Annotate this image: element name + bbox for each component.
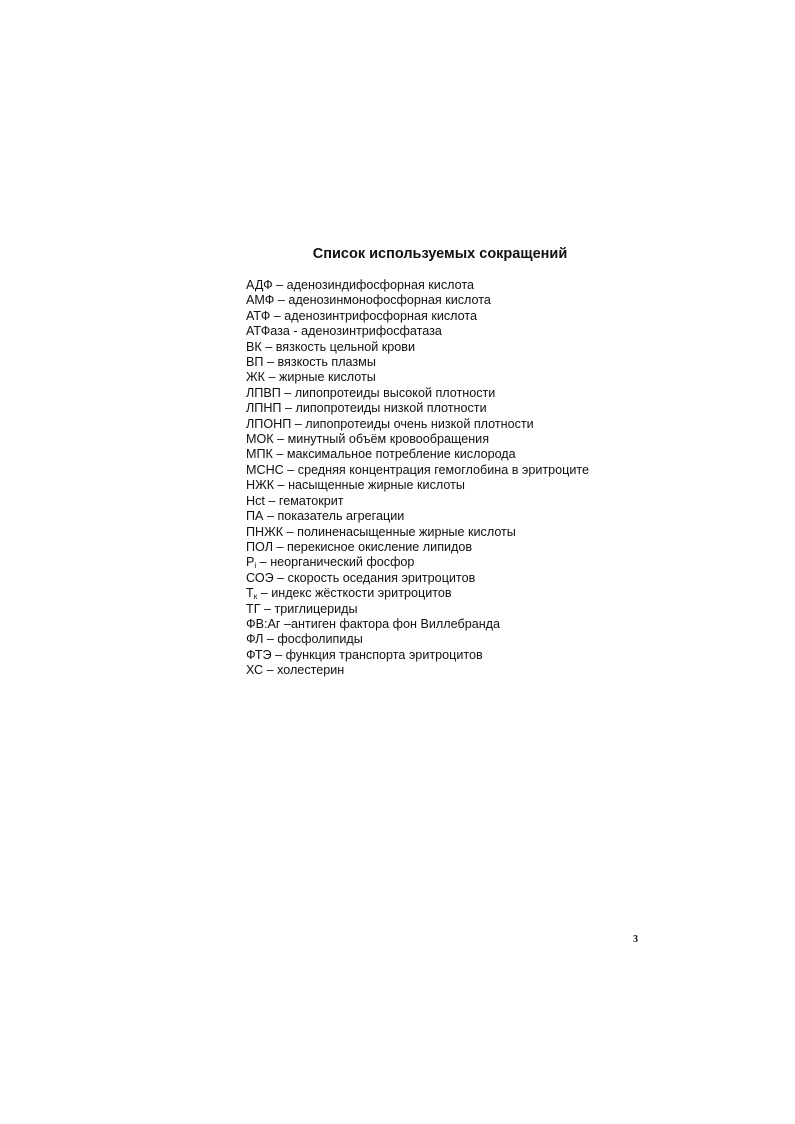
abbreviation: НЖК xyxy=(246,478,275,493)
abbreviation: ТГ xyxy=(246,601,261,616)
abbreviation-definition: – скорость оседания эритроцитов xyxy=(273,570,476,585)
abbreviation-item xyxy=(246,663,589,678)
abbreviation-item xyxy=(246,370,589,385)
abbreviation: ЛПВП xyxy=(246,385,281,400)
abbreviation: ЛПОНП xyxy=(246,416,292,431)
abbreviation-item xyxy=(246,494,589,509)
abbreviation-definition: – гематокрит xyxy=(264,493,344,508)
abbreviation-definition: – вязкость плазмы xyxy=(263,355,376,370)
abbreviation-definition: – функция транспорта эритроцитов xyxy=(271,647,483,662)
abbreviation-subscript: к xyxy=(253,592,258,602)
abbreviation-definition: – липопротеиды высокой плотности xyxy=(280,385,496,400)
abbreviation-definition: – средняя концентрация гемоглобина в эритроците xyxy=(283,462,590,477)
abbreviation: ФТЭ xyxy=(246,647,272,662)
abbreviation-item xyxy=(246,278,589,293)
page-number: 3 xyxy=(633,934,638,945)
abbreviation: АТФ xyxy=(246,308,271,323)
abbreviation-definition: – минутный объём кровообращения xyxy=(273,432,490,447)
abbreviation-item xyxy=(246,602,589,617)
abbreviation-definition: – холестерин xyxy=(263,663,345,678)
abbreviation-item xyxy=(246,447,589,462)
abbreviation-definition: – перекисное окисление липидов xyxy=(272,539,473,554)
abbreviation-definition: – липопротеиды очень низкой плотности xyxy=(291,416,534,431)
abbreviation-item xyxy=(246,478,589,493)
abbreviation-item xyxy=(246,432,589,447)
abbreviation: ХС xyxy=(246,663,264,678)
abbreviation-definition: – индекс жёсткости эритроцитов xyxy=(257,586,452,601)
abbreviation-item xyxy=(246,293,589,308)
abbreviation-definition: – неорганический фосфор xyxy=(256,555,415,570)
abbreviation-definition: – липопротеиды низкой плотности xyxy=(281,401,487,416)
abbreviation-definition: – фосфолипиды xyxy=(263,632,363,647)
abbreviation-item xyxy=(246,324,589,339)
abbreviation-item xyxy=(246,632,589,647)
abbreviation-definition: – аденозинмонофосфорная кислота xyxy=(274,293,491,308)
abbreviation: МПК xyxy=(246,447,273,462)
abbreviation-item xyxy=(246,555,589,570)
abbreviation: Т xyxy=(246,586,254,601)
abbreviation-definition: – жирные кислоты xyxy=(264,370,376,385)
page-title: Список используемых сокращений xyxy=(312,246,568,262)
abbreviation-item xyxy=(246,340,589,355)
abbreviation-item xyxy=(246,540,589,555)
abbreviation: ВП xyxy=(246,355,264,370)
abbreviation-definition: – полиненасыщенные жирные кислоты xyxy=(283,524,516,539)
abbreviation-list xyxy=(246,278,589,679)
abbreviation-item xyxy=(246,525,589,540)
abbreviation-definition: –антиген фактора фон Виллебранда xyxy=(280,616,501,631)
abbreviation: МОК xyxy=(246,432,274,447)
abbreviation: СОЭ xyxy=(246,570,274,585)
abbreviation-definition: – максимальное потребление кислорода xyxy=(272,447,516,462)
abbreviation: ЛПНП xyxy=(246,401,282,416)
abbreviation: Hct xyxy=(246,493,265,508)
abbreviation: ПОЛ xyxy=(246,539,273,554)
abbreviation-definition: – насыщенные жирные кислоты xyxy=(274,478,465,493)
abbreviation: ВК xyxy=(246,339,262,354)
abbreviation-item xyxy=(246,509,589,524)
abbreviation: АМФ xyxy=(246,293,275,308)
abbreviation: ФВ:Аг xyxy=(246,616,281,631)
abbreviation-item xyxy=(246,571,589,586)
abbreviation-definition: – аденозиндифосфорная кислота xyxy=(272,278,474,292)
abbreviation-subscript: i xyxy=(254,561,257,571)
abbreviation-definition: - аденозинтрифосфатаза xyxy=(289,324,442,339)
abbreviation-item xyxy=(246,463,589,478)
abbreviation: ПНЖК xyxy=(246,524,284,539)
abbreviation-item xyxy=(246,417,589,432)
abbreviation-item xyxy=(246,309,589,324)
abbreviation-item xyxy=(246,617,589,632)
abbreviation-item xyxy=(246,386,589,401)
abbreviation-definition: – показатель агрегации xyxy=(263,509,405,524)
abbreviation: ЖК xyxy=(246,370,265,385)
abbreviation-item xyxy=(246,401,589,416)
abbreviation: МСНС xyxy=(246,462,284,477)
abbreviation: P xyxy=(246,555,255,570)
abbreviation-definition: – аденозинтрифосфорная кислота xyxy=(270,308,478,323)
abbreviation-item xyxy=(246,648,589,663)
abbreviation: АТФаза xyxy=(246,324,290,339)
abbreviation-item xyxy=(246,355,589,370)
abbreviation-definition: – триглицериды xyxy=(260,601,358,616)
abbreviation: ФЛ xyxy=(246,632,264,647)
abbreviation-item xyxy=(246,586,589,601)
abbreviation: АДФ xyxy=(246,278,273,292)
abbreviation-definition: – вязкость цельной крови xyxy=(261,339,415,354)
abbreviation: ПА xyxy=(246,509,264,524)
